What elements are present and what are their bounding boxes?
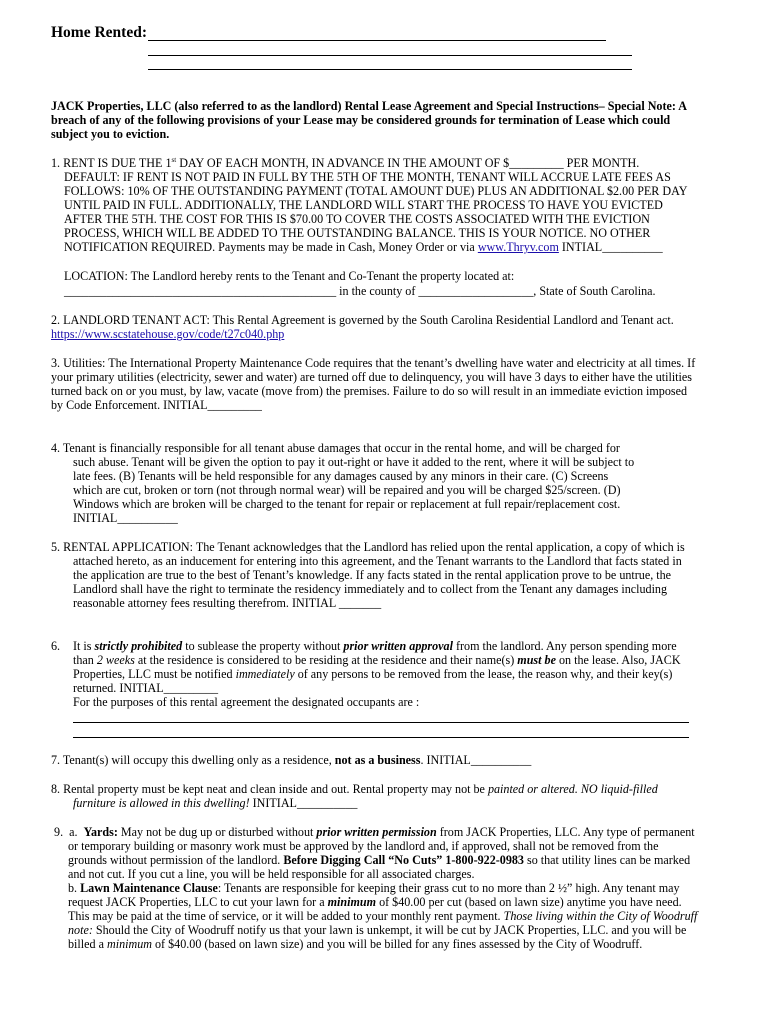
s8-line-1: 8. Rental property must be kept neat and clean inside and out. Rental property may not be painted or altered. NO liquid-filled: [51, 782, 658, 796]
s5-line-1: 5. RENTAL APPLICATION: The Tenant acknowledges that the Landlord has relied upon the rental application, a copy of which is: [51, 540, 685, 554]
s7-line-1: 7. Tenant(s) will occupy this dwelling only as a residence, not as a business. INITIAL__________: [51, 753, 532, 767]
s4-line-4: which are cut, broken or torn (not through normal wear) will be repaired and you will be charged $25/screen. (D): [73, 483, 621, 497]
s8-line-2: furniture is allowed in this dwelling! INITIAL__________: [73, 796, 358, 810]
home-rented-blank-1[interactable]: [148, 40, 606, 41]
s5-line-4: Landlord shall have the right to terminate the residency immediately and to collect from the Tenant any damages including: [73, 582, 668, 596]
s4-line-6: INITIAL__________: [73, 511, 178, 525]
occupants-blank-2[interactable]: [73, 737, 689, 738]
s1-line-4: UNTIL PAID IN FULL. ADDITIONALLY, THE LANDLORD WILL START THE PROCESS TO HAVE YOU EVICTED: [64, 198, 663, 212]
s1-line-1: 1. RENT IS DUE THE 1st DAY OF EACH MONTH, IN ADVANCE IN THE AMOUNT OF $_________ PER MONTH.: [51, 156, 640, 170]
intro-line-1: JACK Properties, LLC (also referred to as the landlord) Rental Lease Agreement and Special Instructions– Special Note: A: [51, 99, 687, 113]
occupants-blank-1[interactable]: [73, 722, 689, 723]
thryv-link[interactable]: www.Thryv.com: [477, 240, 559, 254]
s6-line-3: Properties, LLC must be notified immediately of any persons to be removed from the lease, the reason why, and their key(s): [73, 667, 673, 681]
s5-line-3: the application are true to the best of Tenant’s knowledge. If any facts stated in the rental application prove to be untrue, the: [73, 568, 672, 582]
s1-line-7: NOTIFICATION REQUIRED. Payments may be made in Cash, Money Order or via www.Thryv.com INTIAL__________: [64, 240, 663, 254]
s4-line-5: Windows which are broken will be charged to the tenant for repair or replacement at full repair/replacement cost.: [73, 497, 621, 511]
s9-line-9: billed a minimum of $40.00 (based on lawn size) and you will be billed for any fines assessed by the City of Woodruff.: [68, 937, 643, 951]
s5-line-5: reasonable attorney fees resulting therefrom. INITIAL _______: [73, 596, 382, 610]
s4-line-1: 4. Tenant is financially responsible for all tenant abuse damages that occur in the rental home, and will be charged for: [51, 441, 620, 455]
s1-line-6: PROCESS, WHICH WILL BE ADDED TO THE OUTSTANDING BALANCE. THIS IS YOUR NOTICE. NO OTHER: [64, 226, 651, 240]
s3-line-4: by Code Enforcement. INITIAL_________: [51, 398, 262, 412]
s6-line-2: than 2 weeks at the residence is considered to be residing at the residence and their name(s) must be on the lease. Also, JACK: [73, 653, 681, 667]
s2-link-line: [51, 327, 284, 341]
s2-line-1: 2. LANDLORD TENANT ACT: This Rental Agreement is governed by the South Carolina Residential Landlord and Tenant act.: [51, 313, 674, 327]
s9-line-5: b. Lawn Maintenance Clause: Tenants are responsible for keeping their grass cut to no more than 2 ½” high. Any tenant may: [68, 881, 680, 895]
s6-number: 6.: [51, 639, 61, 653]
s4-line-3: late fees. (B) Tenants will be held responsible for any damages caused by any minors in their care. (C) Screens: [73, 469, 609, 483]
s9-line-3: grounds without permission of the landlord. Before Digging Call “No Cuts” 1-800-922-0983 so that utility lines can be marked: [68, 853, 691, 867]
s3-line-2: your primary utilities (electricity, sewer and water) are turned off due to delinquency, you will have 3 days to either have the utilities: [51, 370, 692, 384]
location-line-1: LOCATION: The Landlord hereby rents to the Tenant and Co-Tenant the property located at:: [64, 269, 515, 283]
intro-line-2: breach of any of the following provisions of your Lease may be considered grounds for termination of Lease which could: [51, 113, 671, 127]
s6-line-1: It is strictly prohibited to sublease the property without prior written approval from the landlord. Any person spending more: [73, 639, 677, 653]
s6-line-4: returned. INITIAL_________: [73, 681, 219, 695]
scstatehouse-link[interactable]: https://www.scstatehouse.gov/code/t27c040.php: [51, 327, 285, 341]
home-rented-label: Home Rented:: [51, 24, 147, 41]
s9-line-6: request JACK Properties, LLC to cut your lawn for a minimum of $40.00 per cut (based on lawn size) anytime you have need.: [68, 895, 682, 909]
s9-line-7: This may be paid at the time of service, or it will be added to your monthly rent payment. Those living within the City of Woodruff: [68, 909, 698, 923]
intro-line-3: subject you to eviction.: [51, 127, 170, 141]
s9-line-1: 9. a. Yards: May not be dug up or disturbed without prior written permission from JACK Properties, LLC. Any type of permanent: [51, 825, 695, 839]
s9-line-4: and not cut. If you cut a line, you will be held responsible for all associated charges.: [68, 867, 475, 881]
s9-line-8: note: Should the City of Woodruff notify us that your lawn is unkempt, it will be cut by JACK Properties, LLC. and you will be: [68, 923, 687, 937]
s9-line-2: or temporary building or masonry work must be approved by the landlord and, if approved, shall not be removed from the: [68, 839, 659, 853]
s1-line-5: AFTER THE 5TH. THE COST FOR THIS IS $70.00 TO COVER THE COSTS ASSOCIATED WITH THE EVICTION: [64, 212, 650, 226]
home-rented-blank-3[interactable]: [148, 69, 632, 70]
s1-line-2: DEFAULT: IF RENT IS NOT PAID IN FULL BY THE 5TH OF THE MONTH, TENANT WILL ACCRUE LATE FEES AS: [64, 170, 671, 184]
s5-line-2: attached hereto, as an inducement for entering into this agreement, and the Tenant warrants to the Landlord that facts stated in: [73, 554, 682, 568]
location-line-2: _____________________________________________ in the county of ___________________, State of South Carolina.: [64, 284, 656, 298]
s1-line-3: FOLLOWS: 10% OF THE OUTSTANDING PAYMENT (TOTAL AMOUNT DUE) PLUS AN ADDITIONAL $2.00 PER DAY: [64, 184, 688, 198]
home-rented-blank-2[interactable]: [148, 55, 632, 56]
s3-line-3: turned back on or you must, by law, vacate (move from) the premises. Failure to do so will result in an immediate eviction imposed: [51, 384, 688, 398]
s6-line-5: For the purposes of this rental agreement the designated occupants are :: [73, 695, 420, 709]
s3-line-1: 3. Utilities: The International Property Maintenance Code requires that the tenant’s dwelling have water and electricity at all times. If: [51, 356, 696, 370]
s4-line-2: such abuse. Tenant will be given the option to pay it out-right or have it added to the rent, where it will be subject to: [73, 455, 635, 469]
